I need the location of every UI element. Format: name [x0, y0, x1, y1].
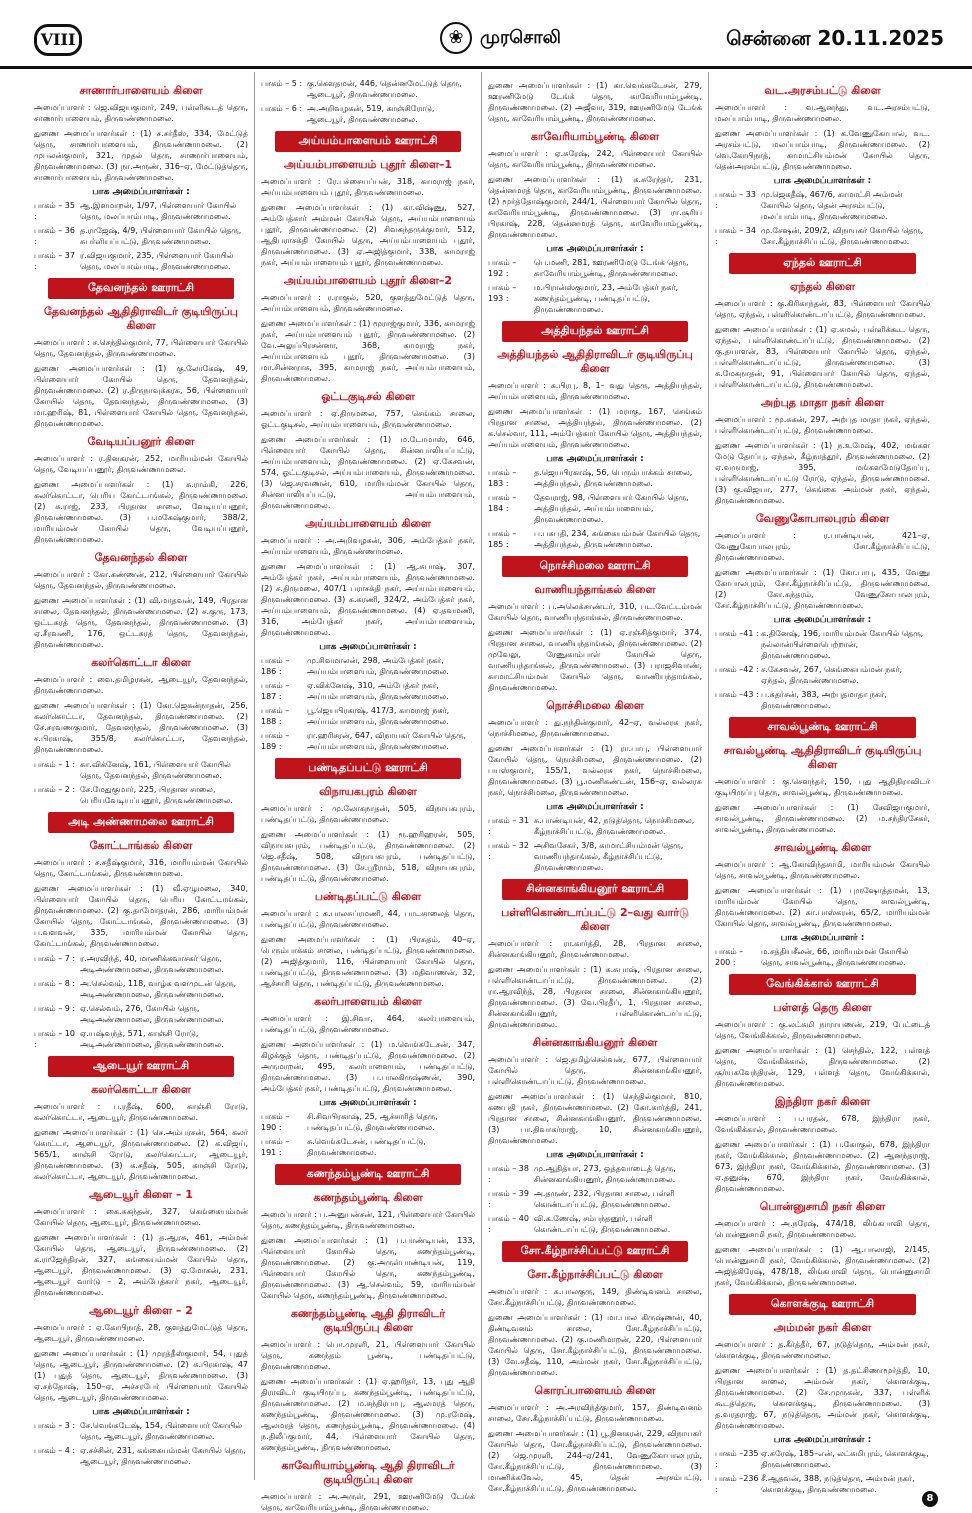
entry: துணை அமைப்பாளர்கள் : (1) ம.வெங்கடேசன், 347, கிழக்குத் தெரு, பண்டிதப்பட்டு, திருவண்ணாமலை. (2) அருமாறன், 495, கலர்பாளையம், பண்டிதப்பட்டு, திருவண்ணாமலை. (3) ப.பாலகிருஷ்ணன், 390, அம்பேத்கர் நகர், பண்டிதப்பட்டு, திருவண்ணாமலை.	[261, 1040, 475, 1093]
ward-label: பாகம் – 37 :	[34, 251, 75, 271]
section-banner: சின்னகாங்கியனூர் ஊராட்சி	[502, 879, 688, 900]
subheading: பாக அமைப்பாளர்கள் :	[773, 176, 872, 186]
section-title: வேடியப்பனூர் கிளை	[87, 435, 195, 448]
ward-row	[34, 1028, 248, 1050]
section-banner: கணந்தம்பூண்டி ஊராட்சி	[275, 1164, 461, 1185]
entry: துணை அமைப்பாளர்கள் : (1) ஏ.கமல், பள்ளிக்கூட தெரு, ஏந்தல், பள்ளிகொண்டாப்பட்டு, திருவண்ணாமலை. (2) கு.தயாளன், 83, பிள்ளையார் கோயில் தெரு, ஏந்தல், பள்ளிகொண்டாப்பட்டு, திருவண்ணாமலை. (3) க.மேகநாதன், 91, பிள்ளையார் கோயில் தெரு, ஏந்தல், பள்ளிகொண்டாப்பட்டு, திருவண்ணாமலை.	[715, 325, 930, 389]
subheading: பாக அமைப்பாளர் :	[780, 933, 865, 943]
section-title: ஓட்டகுடிசல் கிளை	[321, 390, 415, 403]
ward-text: சீ.ஆதவன், 388, நடுத்தெரு, அம்மன் நகர், கொளக்குடி, திருவண்ணாமலை.	[761, 1474, 915, 1494]
entry: துணை அமைப்பாளர்கள் : (1) வி.மாதவன், 149, பிரதான சாலை, தேவனந்தல், திருவண்ணாமலை. (2) ச.குரு, 173, ஒட்டகரத் தெரு, தேவனந்தல், திருவண்ணாமலை. (3) ஏ.சீரவணி, 176, ஒட்டகரத் தெரு, தேவனந்தல், திருவண்ணாமலை.	[34, 596, 248, 649]
section-title: வாணியந்தாங்கல் கிளை	[534, 583, 656, 596]
ward-text: பெ.மணி, 281, ஊரணிமேடு டேங்க் தெரு, காவேரியாம்பூண்டி, திருவண்ணாமலை.	[534, 258, 689, 278]
ward-label: பாகம் – 191 :	[261, 1137, 290, 1157]
entry: அமைப்பாளர் : ஜெ.தமிழ்செல்வன், 677, பிள்ளையார் கோயில் தெரு, சின்னகாங்கியனூர், பள்ளிகொண்டாப்பட்டு, திருவண்ணாமலை.	[488, 1055, 702, 1086]
ward-text: சே.மேதுகுமார், 225, பிரதான சாலை, பெரியவேடியப்பனூர், திருவண்ணாமலை.	[80, 785, 233, 805]
ward-label: பாகம் – 33 :	[715, 190, 756, 210]
ward-label: பாகம் – 32 :	[488, 841, 529, 861]
section-banner: அத்தியந்தல் ஊராட்சி	[502, 321, 688, 342]
entry: துணை அமைப்பாளர்கள் : (1) ஏ.ஹரிதர், 13, புது ஆதி திராவிடர் குடியிருப்பு, கணந்தம்பூண்டி, பண்டிதப்பட்டு, திருவண்ணாமலை. (2) ம.சந்திரபாபு, ஆலமரத் தெரு, கணந்தம்பூண்டி, திருவண்ணாமலை. (3) மு.ரமேஷ், ஆலமரத் தெரு, கணந்தம்பூண்டி, திருவண்ணாமலை. (4) ந.திலீப்குமார், 44, பிள்ளையார் கோயில் தெரு, கணந்தம்பூண்டி, திருவண்ணாமலை.	[261, 1377, 475, 1452]
entry: துணை அமைப்பாளர்கள் : (1) ப.கோகுல், 678, இந்திரா நகர், வேங்கிக்கால், திருவண்ணாமலை. (2) ஆனந்தராஜ், 673, இந்திரா நகர், வேங்கிக்கால், திருவண்ணாமலை. (3) ஏ.தனுஷ், 670, இந்திரா நகர், வேங்கிக்கால், திருவண்ணாமலை.	[715, 1140, 930, 1193]
entry: அமைப்பாளர் : ஏ.திருமலை, 757, செங்கம் சாலை, ஓட்டகுடிசல், அய்யம்பாளையம், திருவண்ணாமலை.	[261, 409, 475, 429]
section-title: பள்ளத் தெரு கிளை	[773, 1001, 872, 1014]
entry: அமைப்பாளர் : ச.செந்தில்குமார், 77, பிள்ளையார் கோயில் தெரு, தேவனந்தல், திருவண்ணாமலை.	[34, 338, 248, 358]
entry: அமைப்பாளர் : அ.அறிவழகன், 306, அம்பேத்கர் நகர், அய்யம்பாளையம், திருவண்ணாமலை.	[261, 536, 475, 556]
ward-row	[488, 1188, 702, 1210]
entry: துணை அமைப்பாளர்கள் : (1) த.ஆரசு, 461, அம்மன் கோயில் தெரு, ஆடையூர், திருவண்ணாமலை. (2) க.ராஜேந்திரன், 327, கங்கையம்மன் கோயில் தெரு, ஆடையூர், திருவண்ணாமலை. (3) ஏ.மோகன், 231, ஆடையூர் வார்டு – 2, அம்பேத்கார் நகர், ஆடையூர், திருவண்ணாமலை.	[34, 1233, 248, 1297]
subheading: பாக அமைப்பாளர்கள் :	[773, 615, 872, 625]
ward-text: த.ராஜேஷ், 4/9, பிள்ளையார் கோயில் தெரு, சுபர்ளியப்பட்டு, திருவண்ணாமலை.	[80, 226, 242, 246]
entry: துணை அமைப்பாளர்கள் : (1) சேவிஜயகுமார், சாவல்பூண்டி, திருவண்ணாமலை. (2) ம.சந்திரசேகர், சாவல்பூண்டி, திருவண்ணாமலை.	[715, 803, 930, 834]
entry: துணை அமைப்பாளர்கள் : (1) செ.அம்பரசன், 564, கலர் கொட்டா, ஆடையூர், திருவண்ணாமலை. (2) க.விஜய், 565/1, காஞ்சி ரோடு, கலர்கொட்டா, ஆடையூர், திருவண்ணாமலை. (3) க.சதீஷ், 505, காஞ்சி ரோடு, கலர்கொட்டா, ஆடையூர், திருவண்ணாமலை.	[34, 1128, 248, 1181]
entry: அமைப்பாளர் : ஏ.கோபிநாத், 28, குளத்துமேட்டுத் தெரு, ஆடையூர், திருவண்ணாமலை.	[34, 1323, 248, 1343]
ward-row	[34, 225, 248, 247]
entry: துணை அமைப்பாளர்கள் : (1) கு.லோகேஷ், 49, பிள்ளையார் கோயில் தெரு, தேவனந்தல், திருவண்ணாமலை. (2) ர.திருநாவுக்கரசு, 56, பிள்ளையார் கோயில் தெரு, தேவனந்தல், திருவண்ணாமலை. (3) மா.ஹரிஷ், 81, பிள்ளையார் கோயில் தெரு, தேவனந்தல், திருவண்ணாமலை.	[34, 364, 248, 428]
section-title: பள்ளிகொண்டாப்பட்டு 2–வது வார்டு கிளை	[501, 906, 689, 933]
section-title: ஆடையூர் கிளை – 1	[89, 1188, 193, 1201]
ward-row	[488, 282, 702, 315]
entry: அமைப்பாளர் : பொ.முரளி, 21, பிள்ளையார் கோயில் தெரு, கணந்தம் பூண்டி, பண்டிதப்பட்டு, திருவண்ணாமலை.	[261, 1340, 475, 1371]
subheading: பாக அமைப்பாளர்கள் :	[92, 1407, 190, 1417]
entry: துணை அமைப்பாளர்கள் : (1) கா.வெங்கடேசன், 279, ஊரணிமேடு டேங்க் தெரு, காவேரியாம்பூண்டி, திருவண்ணாமலை. (2) அஜீவா, 319, ஊரணிமேடு டேங்க் தெரு, காவேரியாம்பூண்டி, திருவண்ணாமலை.	[488, 81, 702, 123]
ward-row	[261, 1111, 475, 1133]
entry: அமைப்பாளர் : க.பாலகுரு, 149, திண்டிவனம் சாலை, சோ.கீழ்நாச்சிப்பட்டு, திருவண்ணாமலை.	[488, 1287, 702, 1307]
section-title: அய்யம்பாளையம் புதூர் கிளை–2	[283, 274, 453, 287]
ward-text: ச.கேசவன், 267, கெங்கையம்மன் நகர், ஏந்தல், திருவண்ணாமலை.	[761, 665, 903, 685]
ward-row	[261, 78, 475, 100]
emblem-icon: ❀	[440, 22, 472, 54]
entry: அமைப்பாளர் : ர.பாண்டியன், 421–ஏ, வேணுகோபாலபுரம், சோ.கீழ்நாச்சிப்பட்டு, திருவண்ணாமலை.	[715, 531, 930, 562]
entry: அமைப்பாளர் : மு.லோகநாதன், 505, விநாயகபுரம், பண்டிதப்பட்டு, திருவண்ணாமலை.	[261, 804, 475, 824]
entry: அமைப்பாளர் : ர.தினகரன், 252, மாரியம்மன் கோயில் தெரு, வேடியப்பனூர், திருவண்ணாமலை.	[34, 454, 248, 474]
entry: அமைப்பாளர் : க.பாலசுப்ரமணி, 44, பாடசாலைத் தெரு, பண்டிதப்பட்டு, திருவண்ணாமலை.	[261, 909, 475, 929]
entry: அமைப்பாளர் : அ.அரவிந்த்குமார், 157, திண்டிவனம் சாலை, சோ.கீழ்நாச்சிப்பட்டு, திருவண்ணாமலை.	[488, 1403, 702, 1423]
entry: துணை அமைப்பாளர்கள் : (1) வீ.ஏழுமலை, 340, பிள்ளையார் கோயில் தெரு, பெரிய கோட்டாங்கல், திருவண்ணாமலை. (2) கு.தாமோதரன், 286, மாரியம்மன் கோயில் தெரு, கோட்டாங்கல், திருவண்ணாமலை. (3) ப.வளவன், 335, மாரியம்மன் கோயில் தெரு, கோட்டாங்கல், திருவண்ணாமலை.	[34, 884, 248, 948]
section-banner: அடி அண்ணாமலை ஊராட்சி	[48, 812, 234, 833]
entry: அமைப்பாளர் : கோ.கண்ணன், 212, பிள்ளையார் கோயில் தெரு, தேவனந்தல், திருவண்ணாமலை.	[34, 570, 248, 590]
section-banner: பண்டிதப்பட்டு ஊராட்சி	[275, 758, 461, 779]
ward-row	[261, 705, 475, 727]
entry: அமைப்பாளர் : ஜெ.விஜயகுமார், 249, பள்ளிகூடத் தெரு, சாணார்பாளையம், திருவண்ணாமலை.	[34, 103, 248, 123]
entry: அமைப்பாளர் : ச.சதீஷ்குமார், 316, மாரியம்மன் கோயில் தெரு, கோட்டாங்கல், திருவண்ணாமலை.	[34, 858, 248, 878]
ward-text: சு.வெங்கடேசன், பண்டிதப்பட்டு, திருவண்ணாமலை.	[307, 1137, 426, 1157]
ward-text: வி.க.ணேஷ், சம்பந்தனூர், பள்ளி கொண்டாப்பட்டு, திருவண்ணாமலை.	[534, 1214, 671, 1234]
section-title: இந்திரா நகர் கிளை	[774, 1095, 871, 1108]
ward-row	[715, 628, 930, 661]
ward-label: பாகம் –43 :	[715, 690, 759, 699]
entry: துணை அமைப்பாளர்கள் : (1) ப.பாண்டியன், 133, பிள்ளையார் கோயில் தெரு, கணந்தம்பூண்டி, திருவண்ணாமலை. (2) கு.அருள்பாண்டியன், 119, பிள்ளையார் கோயில் தெரு, கணந்தம்பூண்டி, திருவண்ணாமலை. (3) ஆ.செல்வம், 59, மாரியம்மன் கோயில் தெரு, கணந்தம்பூண்டி, திருவண்ணாமலை.	[261, 1236, 475, 1300]
ward-row	[488, 1163, 702, 1185]
entry: அமைப்பாளர் : ப.பரதன், 678, இந்திரா நகர், வேங்கிக்கால், திருவண்ணாமலை.	[715, 1114, 930, 1134]
entry: துணை அமைப்பாளர்கள் : (1) மூராஜ்குமார், 336, காமராஜ் நகர், அய்யம்பாளையம் புதூர், திருவண்ணாமலை. (2) வே.அலுப்பிரசன்னா, 368, காமராஜ் நகர், அய்யம்பாளையம் புதூர், திருவண்ணாமலை. (3) மா.சின்னராசு, 395, காமராஜ் நகர், அய்யம்பாளையம், திருவண்ணாமலை.	[261, 319, 475, 383]
article-columns	[28, 72, 948, 1512]
subheading: பாக அமைப்பாளர்கள் :	[319, 1098, 417, 1108]
ward-text: அ.செல்வம், 118, வாழ்க வளமுடன் தெரு, அடிஅண்ணாமலை, திருவண்ணாமலை.	[80, 979, 237, 999]
entry: துணை அமைப்பாளர்கள் : (1) கோ.ஜெகன்நாதன், 256, கலர்கொட்டா, தேவனந்தல், திருவண்ணாமலை. (2) சே.சரவணகுமார், தேவனந்தல், திருவண்ணாமலை. (3) ச.பிரகாஷ், 355/8, கலர்கொட்டா, தேவனந்தல், திருவண்ணாமலை.	[34, 701, 248, 754]
ward-row	[715, 946, 930, 968]
section-banner: நொச்சிமலை ஊராட்சி	[502, 556, 688, 577]
ward-label: பாகம் – 188 :	[261, 706, 290, 726]
entry: அமைப்பாளர் : ப.அலெக்சாண்டர், 310, பட.வேட்டம்மன் கோயில் தெரு, வாணியந்தாங்கல், திருவண்ணாமலை.	[488, 602, 702, 622]
column-1	[28, 72, 255, 1480]
entry: அமைப்பாளர் : த.கீர்த்தீர், 67, நடுத்தெரு, அம்மன் நகர், கொளக்குடி, திருவண்ணாமலை.	[715, 1340, 930, 1360]
ward-row	[261, 680, 475, 702]
entry: அமைப்பாளர் : இ.சிவா, 464, கலர்பாளையம், பண்டிதப்பட்டு, திருவண்ணாமலை.	[261, 1014, 475, 1034]
entry: துணை அமைப்பாளர்கள் : (1) த.தட்சிணாமூர்த்தி, 10, பிரதான சாலை, அம்மன் நகர், கொளக்குடி, திருவண்ணாமலை. (2) சே.முருகன், 337, பள்ளிக் கூடத்தெரு, கொளக்குடி, திருவண்ணாமலை. (3) த.வரதராஜ், 67, நடுத்தெரு, அம்மன் நகர், கொளக்குடி, திருவண்ணாமலை.	[715, 1366, 930, 1430]
ward-label: பாகம் – 10 :	[34, 1029, 75, 1049]
section-title: கொரப்பாளையம் கிளை	[534, 1384, 656, 1397]
ward-label: பாகம் – 6 :	[261, 104, 303, 113]
section-title: கணந்தம்பூண்டி ஆதி திராவிடர் குடியிருப்பு கிளை	[290, 1307, 446, 1334]
entry: அமைப்பாளர் : கு.லட்சுமி நாராயணன், 219, பேட்டைத் தெரு, வேங்கிக்கால், திருவண்ணாமலை.	[715, 1020, 930, 1040]
ward-text: சி.சிவபிரகாஷ், 25, ஆச்சாரித் தெரு, பண்டிதப்பட்டு, திருவண்ணாமலை.	[307, 1112, 438, 1132]
section-title: காவேரியாம்பூண்டி கிளை	[530, 130, 660, 143]
page-number-badge: VIII	[34, 24, 82, 56]
entry: துணை அமைப்பாளர்கள் : (1) பூ.தினகரன், 229, விநாயகர் கோயில் தெரு, சோ.கீழ்நாச்சிப்பட்டு, திருவண்ணாமலை. (2) ஜெ.முரளி, 244–ஏ/241, வேணுகோபாலபுரம், சோ.கீழ்நாச்சிப்பட்டு, திருவண்ணாமலை. (3) மாணிக்கவேல், 45, தென் அரசம்பட்டு, சோ.கீழ்நாச்சிப்பட்டு, திருவண்ணாமலை.	[488, 1429, 702, 1493]
ward-text: ஏ.சச்சின், 231, கங்கையம்மன் கோயில் தெரு, ஆடையூர், திருவண்ணாமலை.	[80, 1446, 246, 1466]
section-title: சாவல்பூண்டி கிளை	[774, 841, 871, 854]
entry: துணை அமைப்பாளர்கள் : (1) க.சுபாஷ், பிரதான சாலை, பள்ளிகொண்டாப்பட்டு, திருவண்ணாமலை. (2) ரா.ஆரவிந்த், 28, பிரதான சாலை, சின்னகாங்கியனூர், திருவண்ணாமலை. (3) வே.பிரதீப், 1, பிரதான சாலை, சின்னகாங்கியனூர், பள்ளிகொண்டாப்பட்டு, திருவண்ணாமலை.	[488, 965, 702, 1029]
ward-text: கு.கௌதமன், 446, தென்னமேட்டுத் தெரு, ஆடையூர், திருவண்ணாமலை.	[307, 79, 462, 99]
section-title: ஆடையூர் கிளை – 2	[89, 1304, 193, 1317]
entry: அமைப்பாளர் : ர.ராகுல், 520, குளத்துமேட்டுத் தெரு, அய்யம்பாளையம், திருவண்ணாமலை.	[261, 293, 475, 313]
newspaper-name: முரசொலி	[480, 26, 561, 48]
entry: அமைப்பாளர் : ஆ.கோவிந்தசாமி, மாரியம்மன் கோயில் தெரு, சாவல்பூண்டி, திருவண்ணாமலை.	[715, 860, 930, 880]
section-title: கலர்கொட்டா கிளை	[91, 656, 191, 669]
ward-label: பாகம் – 40 :	[488, 1214, 529, 1234]
section-title: அத்தியந்தல் ஆதிதிராவிடர் குடியிருப்பு கிளை	[497, 348, 693, 375]
ward-row	[261, 103, 475, 125]
ward-text: மு.சிவமாலன், 298, அம்பேத்கர் நகர், அய்யம்பாளையம், திருவண்ணாமலை.	[307, 656, 449, 676]
ward-label: பாகம் – 31 :	[488, 816, 529, 836]
entry: துணை அமைப்பாளர்கள் : (1) கா.விஷ்ணு, 527, அம்பேத்கார் அம்மன் கோயில் தெரு, அய்யம்பாளையம் புதூர், திருவண்ணாமலை. (2) சிவசுந்தருக்குமார், 512, ஆதிபராசக்தி கோயில் தெரு, அய்யம்பாளையம் புதூர், திருவண்ணாமலை. (3) ஏ.அஜித்குமார், 338, காமராஜ் நகர், அய்யம்பாளையம் புதூர், திருவண்ணாமலை.	[261, 203, 475, 267]
ward-row	[715, 689, 930, 711]
section-title: சின்னகாங்கியனூர் கிளை	[532, 1036, 658, 1049]
entry: துணை அமைப்பாளர்கள் : (1) ந.உமேஷ், 402, மங்கள மேடு தோப்பு, ஏந்தல், கீழ்நாத்தூர், திருவண்ணாமலை. (2) ஏ.வருமாஜ், 395, மங்களமேடுதோப்பு, பள்ளிகொண்டாப்பட்டு ரோடு, ஏந்தல், திருவண்ணாமலை. (3) கு.விஜயா, 277, கெங்கை அம்மன் நகர், ஏந்தல், திருவண்ணாமலை.	[715, 441, 930, 505]
ward-label: பாகம் – 189 :	[261, 731, 290, 751]
section-title: கணந்தம்பூண்டி கிளை	[313, 1191, 423, 1204]
ward-row	[34, 1445, 248, 1467]
ward-text: பூ.ஜெயபிரகாஷ், 417/3, காமராஜ் நகர், அய்யம்பாளையம், திருவண்ணாமலை.	[307, 706, 450, 726]
ward-label: பாகம் – 200 :	[715, 947, 744, 967]
ward-text: ர.அரவிந்த், 40, மாணிக்கவாசகர் தெரு, அடிஅண்ணாமலை, திருவண்ணாமலை.	[80, 954, 224, 974]
ward-text: சே.வெங்கடேஷ், 154, பிள்ளையார் கோயில் தெரு, ஆடையூர், திருவண்ணாமலை.	[80, 1421, 242, 1441]
ward-label: பாகம் – 35 :	[34, 201, 75, 221]
masthead	[0, 0, 972, 69]
newspaper-logo	[440, 20, 590, 56]
entry: துணை அமைப்பாளர்கள் : (1) ஆ.பாலாஜி, 2/145, பொன்னுசாமி நகர், வேங்கிக்கால், திருவண்ணாமலை. (2) அஜித்கிரேஷ், 478/18, லிங்கபாவி தெரு, பொன்னுசாமி நகர், வேங்கிக்கால், திருவண்ணாமலை.	[715, 1245, 930, 1287]
entry: துணை அமைப்பாளர்கள் : (1) ரா.பாபு, பிள்ளையார் கோயில் தெரு, நொச்சிமலை, திருவண்ணாமலை. (2) பயஸ்குமார், 155/1, வல்லரசு நகர், நொச்சிமலை, திருவண்ணாமலை. (3) பூ.மணிகண்டன், 156–ஏ, வல்லரசு நகர், நொச்சிமலை, திருவண்ணாமலை.	[488, 744, 702, 797]
ward-text: அ.தருண், 232, பிரதான சாலை, பள்ளி கொண்டாப்பட்டு, திருவண்ணாமலை.	[534, 1189, 675, 1209]
column-4	[709, 72, 936, 1494]
column-2	[255, 72, 482, 1512]
ward-row	[488, 492, 702, 525]
ward-label: பாகம் – 192 :	[488, 258, 517, 278]
ward-label: பாகம் –236 :	[715, 1474, 759, 1494]
ward-label: பாகம் – 185 :	[488, 529, 517, 549]
ward-text: கா.விக்னேஷ், 161, பிள்ளையார் கோயில் தெரு, தேவனந்தல், திருவண்ணாமலை.	[80, 760, 231, 780]
ward-row	[488, 257, 702, 279]
subheading: பாக அமைப்பாளர்கள் :	[92, 187, 190, 197]
ward-label: பாகம் – 39 :	[488, 1189, 529, 1209]
ward-text: ம.சத்தியசீலன், 66, மாரியம்மன் கோயில் தெரு, சாவல்பூண்டி, திருவண்ணாமலை.	[761, 947, 909, 967]
ward-row	[261, 655, 475, 677]
ward-row	[715, 225, 930, 247]
ward-label: பாகம் – 2 :	[34, 785, 76, 794]
section-title: வேணுகோபாலபுரம் கிளை	[755, 512, 890, 525]
ward-text: சு.பாண்டியன், 42, நடுத்தெரு, நொச்சிமலை, கீழ்நாச்சிப்பட்டு, திருவண்ணாமலை.	[534, 816, 695, 836]
ward-label: பாகம் – 184 :	[488, 493, 517, 513]
section-banner: சாவல்பூண்டி ஊராட்சி	[729, 717, 916, 738]
entry: துணை அமைப்பாளர்கள் : (1) சு.ராம்கி, 226, கலர்கொட்டா, பெரிய கோட்டாங்கல், திருவண்ணாமலை. (2) சு.ராஜ், 233, பிரதான சாலை, வேடியப்பனூர், திருவண்ணாமலை. (3) ப.மகேஷ்குமார், 388/2, மாரியம்மன் கோயில் தெரு, வேடியப்பனூர், திருவண்ணாமலை.	[34, 480, 248, 544]
section-title: பண்டிதப்பட்டு கிளை	[314, 890, 422, 903]
entry: அமைப்பாளர் : வை.தமிழரசன், ஆடையூர், தேவனந்தல், திருவண்ணாமலை.	[34, 675, 248, 695]
ward-label: பாகம் –235 :	[715, 1449, 759, 1469]
ward-label: பாகம் – 1 :	[34, 760, 76, 769]
ward-row	[488, 815, 702, 837]
ward-label: பாகம் – 4 :	[34, 1446, 76, 1455]
entry: அமைப்பாளர் : அ.நரேஷ், 474/18, லிங்கபாவி தெரு, பொன்னுசாமி நகர், திருவண்ணாமலை.	[715, 1219, 930, 1239]
entry: அமைப்பாளர் : கு.செளந்தர், 150, புது ஆதிதிராவிடர் குடியிருப்பு தெரு, சாவல்பூண்டி, திருவண்ணாமலை.	[715, 777, 930, 797]
ward-row	[715, 1473, 930, 1495]
entry: துணை அமைப்பாளர்கள் : (1) ஏ.ரஞ்சித்குமார், 374, பிரதான சாலை, வாணியந்தாங்கல், திருவண்ணாமலை. (2) முவேலு, ரேணுகாம்பாள் கோயில் தெரு, வாணியந்தாங்கல், திருவண்ணாமலை. (3) பராஜசிவாண், காமாட்சியம்மன் கோயில் தெரு, வாணியந்தாங்கல், திருவண்ணாமலை.	[488, 628, 702, 692]
ward-row	[488, 528, 702, 550]
entry: துணை அமைப்பாளர்கள் : (1) ரூ.ஹரிஹரன், 505, விநாயகபுரம், பண்டிதப்பட்டு, திருவண்ணாமலை. (2) ஜெ.சதீஷ், 508, விநாயகபுரம், பண்டிதப்பட்டு, திருவண்ணாமலை. (3) சே.ஸ்ரீராம், 518, விநாயகபுரம், பண்டிதப்பட்டு, திருவண்ணாமலை.	[261, 830, 475, 883]
subheading: பாக அமைப்பாளர்கள் :	[773, 1435, 872, 1445]
ward-text: ர.விஜயகுமார், 235, பிள்ளையார் கோயில் தெரு, மலப்பாம்பாடி, திருவண்ணாமலை.	[80, 251, 234, 271]
subheading: பாக அமைப்பாளர்கள் :	[546, 454, 644, 464]
ward-label: பாகம் –41 :	[715, 629, 759, 638]
ward-row	[488, 467, 702, 489]
section-title: தேவனந்தல் கிளை	[94, 551, 188, 564]
entry: துணை அமைப்பாளர்கள் : (1) பிரசுதம், 40–ஏ, பெரும்பாக்கம் சாலை, பண்டிதப்பட்டு, திருவண்ணாமலை. (2) அஜித்குமார், 116, பிள்ளையார் கோயில் தெரு, பண்டிதப்பட்டு, திருவண்ணாமலை. (3) மதிவாணன், 32, ஆச்சாரி தெரு, பண்டிதப்பட்டு, திருவண்ணாமலை.	[261, 935, 475, 988]
entry: அமைப்பாளர் : அ.அருள், 291, ஊரணிமேடு டேங்க் தெரு, காவேரியாம்பூண்டி, திருவண்ணாமலை.	[261, 1492, 475, 1512]
ward-text: ம.பிரான்ஸ்குமார், 23, அம்பேத்கர் நகர், கணந்தம்பூண்டி, பண்டிதப்பட்டு, திருவண்ணாமலை.	[534, 283, 679, 314]
section-title: அம்மன் நகர் கிளை	[773, 1321, 872, 1334]
entry: துணை அமைப்பாளர்கள் : (1) கோ.பாபு, 435, வேணு கோபாலபுரம், சோ.கீழ்நாச்சிப்பட்டு, திருவண்ணாமலை. (2) கோ.சுந்தரம், வேணுகோபாலபுரம், சோ.கீழ்நாச்சிப்பட்டு, திருவண்ணாமலை.	[715, 568, 930, 610]
entry: துணை அமைப்பாளர்கள் : (1) ம.டோமாஸ், 646, பிள்ளையார் கோயில் தெரு, சின்னபாலியப்பட்டு, அய்யம்பாளையம், திருவண்ணாமலை. (2) ஏ.கேசவன், 574, ஓட்டகுடிசல், அய்யம்பாளையம், திருவண்ணாமலை. (3) ஜெ.சரவணன், 610, மாரியம்மன் கோயில் தெரு, சின்னபாலியப்பட்டு, அய்யம்பாளையம், திருவண்ணாமலை.	[261, 435, 475, 510]
entry: அமைப்பாளர் : கை.சுகந்தன், 327, கெங்கையம்மன் கோயில் தெரு, ஆடையூர், திருவண்ணாமலை.	[34, 1207, 248, 1227]
section-banner: சோ.கீழ்நாச்சிப்பட்டு ஊராட்சி	[502, 1241, 688, 1262]
ward-row	[715, 664, 930, 686]
ward-label: பாகம் – 3 :	[34, 1421, 76, 1430]
ward-label: பாகம் – 183 :	[488, 468, 517, 488]
entry: துணை அமைப்பாளர்கள் : (1) முரத்தீஸ்குமார், 54, புதுத் தெரு, ஆடையூர், திருவண்ணாமலை. (2) சு.பிரகாஷ், 47 (1) புதுத் தெரு, ஆடையூர், திருவண்ணாமலை. (3) ஏ.சந்தோஷ், 150–ஏ, அச்சரபேர் பிள்ளையார் கோயில் தெரு, ஆடையூர், திருவண்ணாமலை.	[34, 1349, 248, 1402]
entry: துணை அமைப்பாளர்கள் : (1) க.வேணுகோபால், வட. அரசம்பட்டு, மலப்பாம்பாடி, திருவண்ணாமலை. (2) வெ.கோபிநாத், காமாட்சியம்மன் கோயில் தெரு, தென்அரசம்பட்டு, திருவண்ணாமலை.	[715, 129, 930, 171]
section-banner: தேவனந்தல் ஊராட்சி	[48, 278, 234, 299]
section-title: அய்யம்பாளையம் புதூர் கிளை–1	[283, 158, 453, 171]
entry: துணை அமைப்பாளர்கள் : (1) ச.சர்தீஸ், 334, மேட்டுத் தெரு, சாணார்பாளையம், திருவண்ணாமலை. (2) முபலன்குமார், 321, முதல் தெரு, சாணார்பாளையம், திருவண்ணாமலை. (3) நா.அருண், 316–ஏ, மேட்டுத்தெரு, சாணார்பாளையம், திருவண்ணாமலை.	[34, 129, 248, 182]
ward-text: ப.பசுபதி, 234, கங்கையம்மன் கோயில் தெரு, அத்தியந்தல், திருவண்ணாமலை.	[534, 529, 701, 549]
entry: அமைப்பாளர் : க.பிரபு, 8, 1– வது தெரு, அத்தியந்தல், அய்யம்பாளையம், திருவண்ணாமலை.	[488, 381, 702, 401]
ward-row	[715, 189, 930, 222]
section-title: கலர்கொட்டா கிளை	[91, 1083, 191, 1096]
ward-label: பாகம் – 38 :	[488, 1164, 529, 1184]
ward-text: ஏ.செல்வம், 276, கோயில் தெரு, அடிஅண்ணாமலை, திருவண்ணாமலை.	[80, 1004, 224, 1024]
entry: துணை அமைப்பாளர்கள் : (1) மராகு, 167, செங்கம் பிரதான சாலை, அத்தியந்தல், திருவண்ணாமலை. (2) க.செல்வா, 111, அம்பேத்கார் கோயில் தெரு, அத்தியந்தல், அய்யம்பாளையம், திருவண்ணாமலை.	[488, 407, 702, 449]
ward-text: ரா.ஹரிசரன், 647, விநாயகர் கோயில் தெரு, அய்யம்பாளையம், திருவண்ணாமலை.	[307, 731, 467, 751]
section-title: ஏந்தல் கிளை	[789, 280, 856, 293]
section-title: தேவனந்தல் ஆதிதிராவிடர் குடியிருப்பு கிளை	[44, 305, 238, 332]
section-banner: அய்யம்பாளையம் ஊராட்சி	[275, 131, 461, 152]
section-title: நொச்சிமலை கிளை	[546, 699, 644, 712]
ward-text: ப.சுதர்சன், 383, அற்புதமாதா நகர், திருவண்ணாமலை.	[761, 690, 887, 710]
ward-label: பாகம் – 187 :	[261, 681, 290, 701]
subheading: பாக அமைப்பாளர்கள் :	[546, 802, 644, 812]
ward-text: அசிவசேகர், 3/8, காமாட்சியம்மன் தெரு, வாணியந்தாங்கல், கீழ்நாச்சிப்பட்டு, திருவண்ணாமலை.	[534, 841, 684, 872]
section-banner: வேங்கிக்கால் ஊராட்சி	[729, 974, 916, 995]
ward-text: மு.ஆதித்யா, 273, ஒத்தவாடைத் தெரு, சின்னகாங்கியனூர், திருவண்ணாமலை.	[534, 1164, 676, 1184]
entry: அமைப்பாளர் : கு.கிரிகாந்தன், 83, பிள்ளையார் கோயில் தெரு, ஏந்தல், பள்ளிகொண்டாப்பட்டு, திருவண்ணாமலை.	[715, 299, 930, 319]
section-title: அய்யம்பாளையம் கிளை	[305, 517, 431, 530]
ward-row	[34, 250, 248, 272]
section-title: சாணார்பாளையம் கிளை	[79, 84, 203, 97]
ward-row	[261, 730, 475, 752]
ward-label: பாகம் – 5 :	[261, 79, 303, 88]
section-title: காவேரியாம்பூண்டி ஆதி திராவிடர் குடியிருப்பு கிளை	[281, 1459, 455, 1486]
footer-page-number: 8	[922, 1491, 938, 1507]
entry: அமைப்பாளர் : ப.அனுபன்சன், 121, பிள்ளையார் கோயில் தெரு, கணந்தம்பூண்டி, திருவண்ணாமலை.	[261, 1210, 475, 1230]
ward-text: மு.சேஷன், 209/2, விநாயகர் கோயில் தெரு, சோ.கீழ்நாச்சிப்பட்டு, திருவண்ணாமலை.	[761, 226, 924, 246]
entry: துணை அமைப்பாளர்கள் : (1) ஆ.சுபாஷ், 307, அம்பேத்கர் நகர், அய்யம்பாளையம், திருவண்ணாமலை. (2) ச.திருமலை, 407/1 பராசக்தி நகர், அய்யம்பாளையம், திருவண்ணாமலை. (3) க.கரணி, 324/2, அம்பேத்கர் நகர், அய்யம்பாளையம், திருவண்ணாமலை. (4) ஏ.தவமணி, 316, அம்பேத்கர் நகர், அய்யம்பாளையம், திருவண்ணாமலை.	[261, 562, 475, 637]
subheading: பாக அமைப்பாளர்கள் :	[319, 642, 417, 652]
ward-text: தேவராஜ், 98, பிள்ளையார் கோயில் தெரு, அத்தியந்தல், அய்யம்பாளையம், திருவண்ணாமலை.	[534, 493, 689, 524]
ward-row	[34, 1003, 248, 1025]
entry: துணை அமைப்பாளர்கள் : (1) செந்தில், 122, பள்ளத் தெரு, வேங்கிக்கால், திருவண்ணாமலை. (2) சூர்யகவேந்திரன், 129, பள்ளத் தெரு, வேங்கிக்கால், திருவண்ணாமலை.	[715, 1046, 930, 1088]
section-title: அற்புத மாதா நகர் கிளை	[760, 396, 885, 409]
entry: துணை அமைப்பாளர்கள் : (1) க.சுரேந்தர், 231, தென்னமரத் தெரு, காவேரியாம்பூண்டி, திருவண்ணாமலை. (2) மூர்த்தோஷ்குமார், 244/1, பிள்ளையார் கோயில் தெரு, காவேரியாம்பூண்டி, திருவண்ணாமலை. (3) ரா.சூரிய பிரகாஷ், 228, தென்னமரத் தெரு, காவேரியாம்பூண்டி, திருவண்ணாமலை.	[488, 175, 702, 239]
ward-text: அ.அறிவழகன், 519, காஞ்சிரோடு, ஆடையூர், திருவண்ணாமலை.	[307, 104, 435, 124]
ward-row	[34, 1420, 248, 1442]
ward-text: ஆ.இளமாறன், 1/97, பிள்ளையார் கோயில் தெரு, மலப்பாம்பாடி, திருவண்ணாமலை.	[80, 201, 237, 221]
entry: அமைப்பாளர் : ப.ரதீஷ், 600, காஞ்சி ரோடு, கலர்கொட்டா, ஆடையூர், திருவண்ணாமலை.	[34, 1102, 248, 1122]
entry: துணை அமைப்பாளர்கள் : (1) செந்தில்குமார், 810, கணபதி நகர், திருவண்ணாமலை. (2) கோ.கார்த்தி, 241, பிரதான சாலை, சின்னகாங்கியனூர், திருவண்ணாமலை. (3) பா.திவாகர்ராஜ், 10, சின்னகாங்கியனூர், திருவண்ணாமலை.	[488, 1092, 702, 1145]
ward-label: பாகம் – 36 :	[34, 226, 75, 246]
edition-date: சென்னை 20.11.2025	[726, 26, 944, 50]
entry: அமைப்பாளர் : ரா.கார்த்தி, 28, பிரதான சாலை, சின்னகாங்கியனூர், திருவண்ணாமலை.	[488, 939, 702, 959]
column-3	[482, 72, 709, 1493]
section-title: வட.அரசம்பட்டு கிளை	[764, 84, 881, 97]
entry: அமைப்பாளர் : து.நந்தின்குமார், 42–ஏ, வல்லரசு நகர், நொச்சிமலை, திருவண்ணாமலை.	[488, 718, 702, 738]
ward-text: ஏ.சுரேஷ், 185–என், லட்சுமிபுரம், கொளக்குடி, திருவண்ணாமலை.	[761, 1449, 929, 1469]
ward-label: பாகம் – 190 :	[261, 1112, 290, 1132]
subheading: பாக அமைப்பாளர்கள் :	[546, 244, 644, 254]
ward-label: பாகம் – 193 :	[488, 283, 517, 303]
ward-row	[34, 200, 248, 222]
ward-row	[261, 1136, 475, 1158]
entry: துணை அமைப்பாளர்கள் : (1) மா.பால கிருஷ்ணன், 40, திண்டிவனம் சாலை, சோ.கீழ்நாச்சிப்பட்டு, திருவண்ணாமலை. (2) கு.மணிமாறன், 220, பிள்ளையார் கோயில் தெரு, சோ.கீழ்நாச்சிப்பட்டு, திருவண்ணாமலை. (3) வே.சதீஷ், 110, அம்மன் நகர், சோ.கீழ்நாச்சிப்பட்டு, திருவண்ணாமலை.	[488, 1313, 702, 1377]
entry: அமைப்பாளர் : ரே.பச்சையப்பன், 318, காமராஜ் நகர், அய்யம்பாளையம் புதூர், திருவண்ணாமலை.	[261, 177, 475, 197]
ward-label: பாகம் – 186 :	[261, 656, 290, 676]
subheading: பாக அமைப்பாளர்கள் :	[546, 1150, 644, 1160]
ward-text: ஏ.யஷ்வந்த், 571, காஞ்சி ரோடு, அடிஅண்ணாமலை, திருவண்ணாமலை.	[80, 1029, 224, 1049]
ward-label: பாகம் –42 :	[715, 665, 759, 674]
ward-label: பாகம் – 9 :	[34, 1004, 76, 1013]
section-title: கோட்டாங்கல் கிளை	[89, 839, 193, 852]
section-banner: கொளக்குடி ஊராட்சி	[729, 1294, 916, 1315]
section-banner: ஆடையூர் ஊராட்சி	[48, 1056, 234, 1077]
section-title: சோ.கீழ்நாச்சிப்பட்டு கிளை	[527, 1268, 663, 1281]
ward-text: த.ஜெயபிரகாஷ், 56, பெரும்பாக்கம் சாலை, அத்தியந்தல், திருவண்ணாமலை.	[534, 468, 693, 488]
ward-row	[488, 1213, 702, 1235]
ward-row	[715, 1448, 930, 1470]
ward-text: மு.ஜெகதீஷ், 467/6, காமாட்சி அம்மன் கோயில் தெரு, தென் அரசம்பட்டு, மலப்பாம்பாடி, திருவண்ணாமலை.	[761, 190, 903, 221]
entry: அமைப்பாளர் : ஏ.சுரேஷ், 242, பிள்ளையார் கோயில் தெரு, காவேரியாம்பூண்டி, திருவண்ணாமலை.	[488, 149, 702, 169]
section-title: பொன்னுசாமி நகர் கிளை	[759, 1200, 886, 1213]
section-title: கலர்பாளையம் கிளை	[314, 995, 422, 1008]
section-title: விநாயகபுரம் கிளை	[319, 785, 417, 798]
ward-row	[34, 759, 248, 781]
ward-row	[34, 784, 248, 806]
section-banner: ஏந்தல் ஊராட்சி	[729, 253, 916, 274]
ward-label: பாகம் – 7 :	[34, 954, 76, 963]
ward-text: ஏ.விக்னேஷ், 310, அம்பேத்கர் நகர், அய்யம்பாளையம், திருவண்ணாமலை.	[307, 681, 449, 701]
ward-row	[34, 953, 248, 975]
ward-label: பாகம் – 34 :	[715, 226, 756, 246]
ward-label: பாகம் – 8 :	[34, 979, 76, 988]
entry: அமைப்பாளர் : மூ.சுகன், 297, அற்புத மாதா நகர், ஏந்தல், பள்ளிகொண்டாப்பட்டு, திருவண்ணாமலை.	[715, 415, 930, 435]
section-title: சாவல்பூண்டி ஆதிதிராவிடர் குடியிருப்பு கிளை	[723, 744, 922, 771]
entry: துணை அமைப்பாளர்கள் : (1) புருஷோத்தமன், 13, மாரியம்மன் கோயில் தெரு, சாவல்பூண்டி, திருவண்ணாமலை. (2) கா.பாஸ்கரன், 65/2, மாரியம்மன் கோயில் தெரு, சாவல்பூண்டி, திருவண்ணாமலை.	[715, 886, 930, 928]
ward-row	[488, 840, 702, 873]
ward-row	[34, 978, 248, 1000]
ward-text: க.தினேஷ், 196, மாரியம்மன் கோயில் தெரு, நல்லான்பிள்ளைபெற்றான், திருவண்ணாமலை.	[761, 629, 924, 660]
entry: அமைப்பாளர் : வ.ஆனந்து, வட.அரசம்பட்டு, மலப்பாம்பாடி, திருவண்ணாமலை.	[715, 103, 930, 123]
